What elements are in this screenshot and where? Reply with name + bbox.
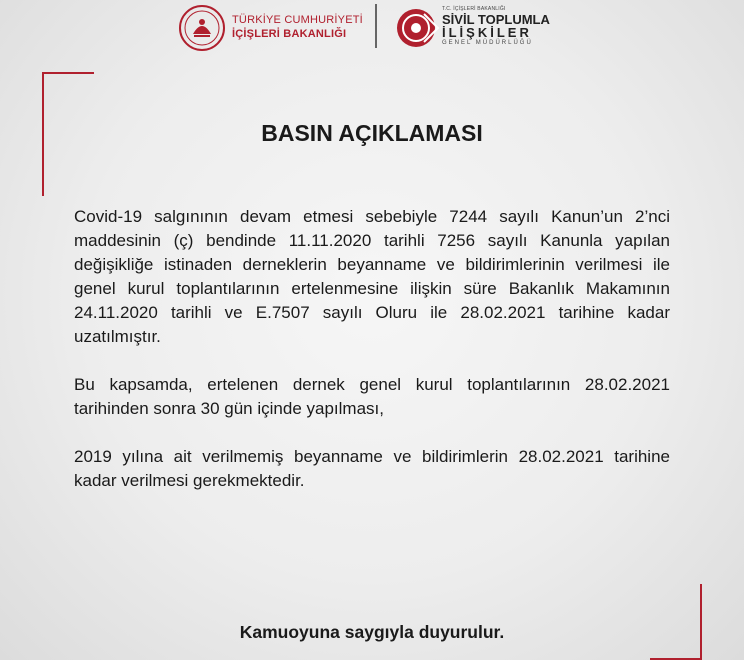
stk-name-small: T.C. İÇİŞLERİ BAKANLIĞI <box>442 6 506 12</box>
stk-name-line2: İLİŞKİLER <box>442 25 532 40</box>
paragraph-1: Covid-19 salgınının devam etmesi sebebiyle 7244 sayılı Kanun’un 2’nci maddesinin (ç) bendinde 11.11.2020 tarihli 7256 sayılı Kanunla yapılan değişikliğe istinaden derneklerin beyanname ve bildirimlerinin verilmesi ile genel kurul toplantılarının ertelenmesine ilişkin süre Bakanlık Makamının 24.11.2020 tarihli ve E.7507 sayılı Oluru ile 28.02.2021 tarihine kadar uzatılmıştır. <box>74 207 670 346</box>
ministry-emblem-icon <box>178 4 226 52</box>
paragraph-2: Bu kapsamda, ertelenen dernek genel kurul toplantılarının 28.02.2021 tarihinden sonra 30 gün içinde yapılması, <box>74 375 670 418</box>
paragraph-3: 2019 yılına ait verilmemiş beyanname ve bildirimlerin 28.02.2021 tarihine kadar verilmesi gerekmektedir. <box>74 447 670 490</box>
frame-corner-top-left-horizontal <box>42 72 94 74</box>
stk-name <box>442 6 550 48</box>
closing-line: Kamuoyuna saygıyla duyurulur. <box>239 622 505 642</box>
stk-logo-icon <box>394 4 442 52</box>
ministry-name <box>232 13 363 41</box>
ministry-name-line1: TÜRKİYE CUMHURİYETİ <box>232 14 363 26</box>
header-divider <box>375 4 377 48</box>
document-title: BASIN AÇIKLAMASI <box>261 120 483 146</box>
ministry-name-line2: İÇİŞLERİ BAKANLIĞI <box>232 28 347 40</box>
header <box>0 0 744 60</box>
stk-name-line3: GENEL MÜDÜRLÜĞÜ <box>442 40 533 46</box>
stk-name-line1: SİVİL TOPLUMLA <box>442 12 550 27</box>
document-body <box>74 205 670 517</box>
